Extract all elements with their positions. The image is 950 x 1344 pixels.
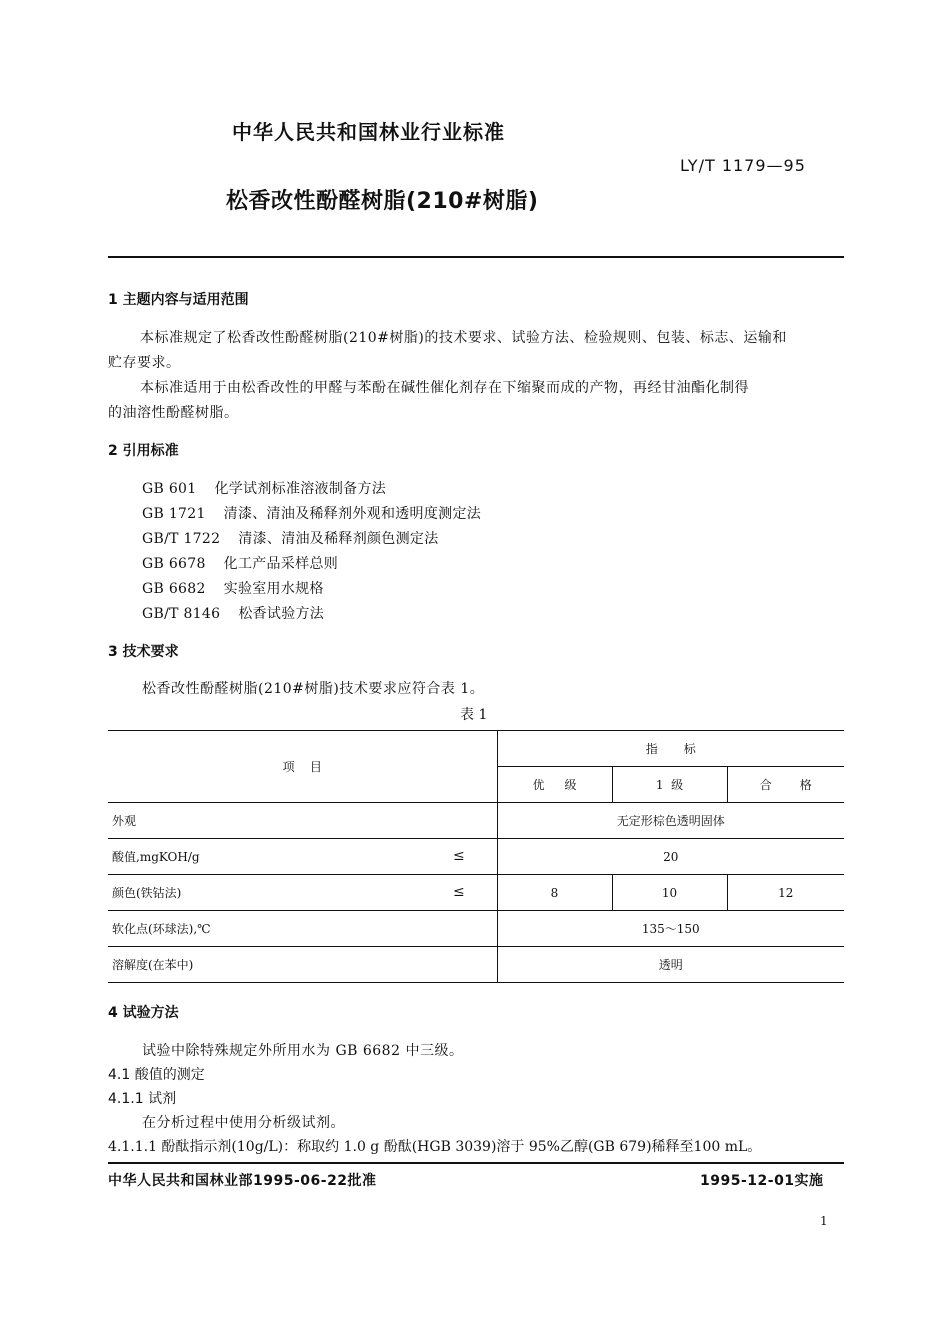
table-cell-item: 软化点(环球法),℃ [108,911,497,947]
table-cell-value: 12 [727,875,844,911]
le-sign: ≤ [453,884,465,900]
subsection-4-1-1-text: 在分析过程中使用分析级试剂。 [142,1115,345,1131]
approval-line: 中华人民共和国林业部1995-06-22批准 [108,1173,377,1189]
reference-code: GB 6678 [142,556,206,572]
reference-item [142,603,324,623]
reference-code: GB 601 [142,481,197,497]
table-row [108,875,844,911]
reference-item [142,503,481,523]
table-cell-value: 无定形棕色透明固体 [497,803,844,839]
table-header-grade: 优级 [497,767,612,803]
section-1-paragraph-2b: 的油溶性酚醛树脂。 [108,405,239,421]
table-header-index-label: 指标 [645,742,722,756]
reference-code: GB/T 1722 [142,531,221,547]
table-row [108,839,844,875]
reference-code: GB 6682 [142,581,206,597]
table-cell-value: 135～150 [497,911,844,947]
reference-item [142,478,386,498]
document-title: 松香改性酚醛树脂(210#树脂) [226,189,539,214]
table-header-grade: 1 级 [612,767,727,803]
table-cell-value: 8 [497,875,612,911]
reference-title: 化学试剂标准溶液制备方法 [214,481,387,497]
table-cell-item: 溶解度(在苯中) [108,947,497,983]
effective-date-line: 1995-12-01实施 [700,1173,824,1189]
table-header-item-label: 项 目 [282,760,322,774]
reference-code: GB/T 8146 [142,606,221,622]
section-1-paragraph-2a: 本标准适用于由松香改性的甲醛与苯酚在碱性催化剂存在下缩聚而成的产物，再经甘油酯化制得 [140,380,749,396]
reference-title: 实验室用水规格 [223,581,324,597]
section-2-heading: 2 引用标准 [108,443,179,459]
header-divider [108,256,844,258]
table-row [108,911,844,947]
reference-title: 清漆、清油及稀释剂外观和透明度测定法 [223,506,482,522]
reference-title: 清漆、清油及稀释剂颜色测定法 [238,531,439,547]
table-cell-value: 10 [612,875,727,911]
table-cell-value: 20 [497,839,844,875]
table-header-index [497,731,844,767]
section-4-heading: 4 试验方法 [108,1005,179,1021]
reference-item [142,553,338,573]
section-3-heading: 3 技术要求 [108,644,179,660]
subsection-4-1-1-heading: 4.1.1 试剂 [108,1091,177,1107]
reference-item [142,578,324,598]
table-cell-item: 颜色(铁钴法) ≤ [108,875,497,911]
issuing-organization: 中华人民共和国林业行业标准 [232,120,505,144]
section-1-paragraph-1a: 本标准规定了松香改性酚醛树脂(210#树脂)的技术要求、试验方法、检验规则、包装、标志、运输和 [140,330,787,346]
subsection-4-1-1-1-text: 4.1.1.1 酚酞指示剂(10g/L)：称取约 1.0 g 酚酞(HGB 3039)溶于 95%乙醇(GB 679)稀释至100 mL。 [108,1139,762,1155]
table-cell-item: 酸值,mgKOH/g ≤ [108,839,497,875]
table-header-grade: 合格 [727,767,844,803]
spec-table [108,730,844,983]
section-4-intro: 试验中除特殊规定外所用水为 GB 6682 中三级。 [142,1043,464,1059]
table-row [108,803,844,839]
page-number: 1 [820,1214,828,1228]
standard-code: LY/T 1179—95 [680,156,806,175]
table-row [108,947,844,983]
section-3-intro: 松香改性酚醛树脂(210#树脂)技术要求应符合表 1。 [142,681,485,697]
table-cell-value: 透明 [497,947,844,983]
footer-divider [108,1162,844,1164]
table-header-item [108,731,497,803]
reference-title: 松香试验方法 [238,606,325,622]
le-sign: ≤ [453,848,465,864]
reference-code: GB 1721 [142,506,206,522]
reference-item [142,528,439,548]
table-caption: 表 1 [460,707,488,723]
subsection-4-1-heading: 4.1 酸值的测定 [108,1067,205,1083]
section-1-heading: 1 主题内容与适用范围 [108,292,249,308]
table-cell-item: 外观 [108,803,497,839]
reference-title: 化工产品采样总则 [223,556,339,572]
section-1-paragraph-1b: 贮存要求。 [108,355,181,371]
